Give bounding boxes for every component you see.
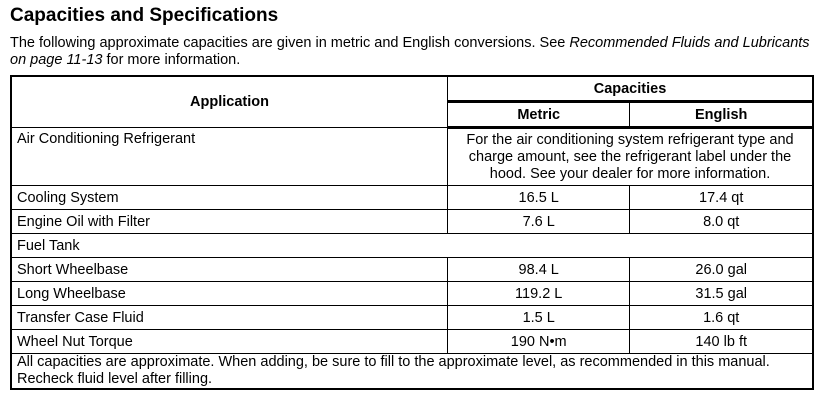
app-cell: Cooling System: [11, 186, 448, 210]
english-cell: 31.5 gal: [630, 282, 813, 306]
metric-cell: 119.2 L: [448, 282, 630, 306]
table-footer-row: [11, 354, 813, 390]
table-row: [11, 258, 813, 282]
table-row: [11, 330, 813, 354]
metric-cell: 7.6 L: [448, 210, 630, 234]
header-metric: Metric: [448, 102, 630, 128]
header-application: Application: [11, 76, 448, 128]
app-cell: Engine Oil with Filter: [11, 210, 448, 234]
english-cell: 26.0 gal: [630, 258, 813, 282]
table-row: [11, 128, 813, 186]
english-cell: 17.4 qt: [630, 186, 813, 210]
metric-cell: 190 N•m: [448, 330, 630, 354]
header-capacities: Capacities: [448, 76, 814, 102]
english-cell: 1.6 qt: [630, 306, 813, 330]
metric-cell: 16.5 L: [448, 186, 630, 210]
ac-note-cell: For the air conditioning system refrigerant type and charge amount, see the refrigerant label under the hood. See your dealer for more information.: [448, 128, 814, 186]
metric-cell: 98.4 L: [448, 258, 630, 282]
app-cell: Long Wheelbase: [11, 282, 448, 306]
table-row: [11, 186, 813, 210]
table-row: [11, 282, 813, 306]
table-row: [11, 306, 813, 330]
intro-paragraph: [10, 35, 810, 69]
metric-cell: 1.5 L: [448, 306, 630, 330]
capacities-table: [10, 75, 814, 390]
intro-tail: for more information.: [102, 52, 241, 68]
app-cell: Transfer Case Fluid: [11, 306, 448, 330]
intro-reference: Recommended Fluids and Lubricants on page 11-13: [10, 35, 810, 68]
footer-note: All capacities are approximate. When adding, be sure to fill to the approximate level, as recommended in this manual. Recheck fluid level after filling.: [11, 354, 813, 390]
app-cell: Wheel Nut Torque: [11, 330, 448, 354]
app-cell: Air Conditioning Refrigerant: [11, 128, 448, 186]
english-cell: 140 lb ft: [630, 330, 813, 354]
english-cell: 8.0 qt: [630, 210, 813, 234]
table-row: [11, 234, 813, 258]
header-english: English: [630, 102, 813, 128]
app-cell: Fuel Tank: [11, 234, 813, 258]
intro-text: The following approximate capacities are given in metric and English conversions. See: [10, 35, 570, 51]
app-cell: Short Wheelbase: [11, 258, 448, 282]
table-row: [11, 210, 813, 234]
page-title: Capacities and Specifications: [10, 5, 279, 26]
